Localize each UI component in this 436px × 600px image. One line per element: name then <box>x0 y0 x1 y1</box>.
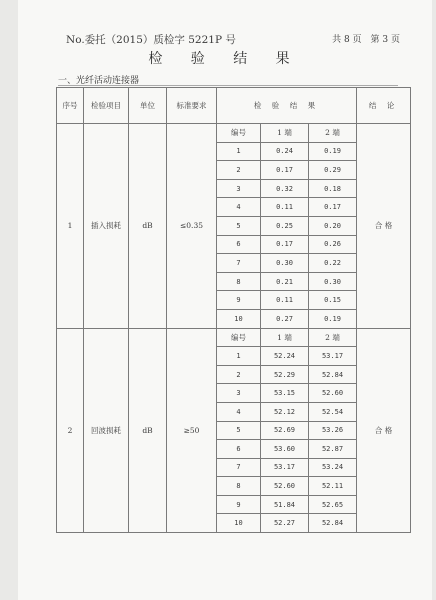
requirement-cell: ≥50 <box>167 328 217 533</box>
subheader-number: 编号 <box>217 328 261 347</box>
results-table <box>56 87 411 533</box>
row-number-cell: 1 <box>217 142 261 161</box>
requirement-cell: ≤0.35 <box>167 124 217 329</box>
end2-value-cell: 0.30 <box>309 272 357 291</box>
end2-value-cell: 52.84 <box>309 514 357 533</box>
end1-value-cell: 53.15 <box>261 384 309 403</box>
results-table-body <box>57 88 411 533</box>
row-number-cell: 5 <box>217 216 261 235</box>
end1-value-cell: 0.17 <box>261 161 309 180</box>
end1-value-cell: 0.24 <box>261 142 309 161</box>
column-header-results: 检 验 结 果 <box>217 88 357 124</box>
end2-value-cell: 0.29 <box>309 161 357 180</box>
document-number: No.委托（2015）质检字 5221P 号 <box>66 34 236 46</box>
end2-value-cell: 52.87 <box>309 440 357 459</box>
unit-cell: dB <box>129 328 167 533</box>
end1-value-cell: 51.84 <box>261 495 309 514</box>
end1-value-cell: 52.12 <box>261 402 309 421</box>
end1-value-cell: 52.29 <box>261 365 309 384</box>
column-header-unit: 单位 <box>129 88 167 124</box>
end2-value-cell: 52.54 <box>309 402 357 421</box>
end1-value-cell: 0.32 <box>261 179 309 198</box>
end1-value-cell: 0.11 <box>261 291 309 310</box>
row-number-cell: 6 <box>217 235 261 254</box>
end2-value-cell: 0.20 <box>309 216 357 235</box>
end1-value-cell: 0.17 <box>261 235 309 254</box>
section-title: 一、光纤活动连接器 <box>58 76 140 86</box>
end2-value-cell: 0.18 <box>309 179 357 198</box>
row-number-cell: 1 <box>217 347 261 366</box>
row-number-cell: 4 <box>217 402 261 421</box>
end2-value-cell: 0.15 <box>309 291 357 310</box>
conclusion-cell: 合 格 <box>357 124 411 329</box>
row-number-cell: 3 <box>217 179 261 198</box>
end1-value-cell: 0.27 <box>261 309 309 328</box>
end1-value-cell: 52.60 <box>261 477 309 496</box>
end2-value-cell: 0.19 <box>309 309 357 328</box>
end1-value-cell: 53.17 <box>261 458 309 477</box>
end1-value-cell: 0.30 <box>261 254 309 273</box>
row-number-cell: 7 <box>217 458 261 477</box>
row-number-cell: 2 <box>217 365 261 384</box>
document-page <box>18 0 432 600</box>
section-divider <box>58 85 398 86</box>
row-number-cell: 10 <box>217 309 261 328</box>
end2-value-cell: 0.17 <box>309 198 357 217</box>
end1-value-cell: 53.60 <box>261 440 309 459</box>
row-number-cell: 4 <box>217 198 261 217</box>
subheader-end2: 2 端 <box>309 124 357 143</box>
item-cell: 插入损耗 <box>84 124 129 329</box>
subheader-end1: 1 端 <box>261 124 309 143</box>
subheader-end1: 1 端 <box>261 328 309 347</box>
end2-value-cell: 52.84 <box>309 365 357 384</box>
row-number-cell: 8 <box>217 477 261 496</box>
column-header-requirement: 标准要求 <box>167 88 217 124</box>
subheader-row <box>57 328 411 347</box>
end2-value-cell: 53.26 <box>309 421 357 440</box>
end2-value-cell: 52.60 <box>309 384 357 403</box>
row-number-cell: 3 <box>217 384 261 403</box>
end1-value-cell: 52.27 <box>261 514 309 533</box>
column-header-item: 检验项目 <box>84 88 129 124</box>
end1-value-cell: 52.24 <box>261 347 309 366</box>
row-number-cell: 9 <box>217 291 261 310</box>
end2-value-cell: 53.24 <box>309 458 357 477</box>
column-header-conclusion: 结 论 <box>357 88 411 124</box>
row-number-cell: 9 <box>217 495 261 514</box>
subheader-end2: 2 端 <box>309 328 357 347</box>
end1-value-cell: 52.69 <box>261 421 309 440</box>
end2-value-cell: 53.17 <box>309 347 357 366</box>
row-number-cell: 7 <box>217 254 261 273</box>
row-number-cell: 5 <box>217 421 261 440</box>
seq-cell: 2 <box>57 328 84 533</box>
end1-value-cell: 0.25 <box>261 216 309 235</box>
seq-cell: 1 <box>57 124 84 329</box>
end2-value-cell: 0.26 <box>309 235 357 254</box>
row-number-cell: 2 <box>217 161 261 180</box>
page-indicator: 共 8 页 第 3 页 <box>332 35 400 45</box>
end2-value-cell: 0.19 <box>309 142 357 161</box>
unit-cell: dB <box>129 124 167 329</box>
row-number-cell: 10 <box>217 514 261 533</box>
subheader-row <box>57 124 411 143</box>
column-header-seq: 序号 <box>57 88 84 124</box>
conclusion-cell: 合 格 <box>357 328 411 533</box>
row-number-cell: 6 <box>217 440 261 459</box>
end2-value-cell: 52.65 <box>309 495 357 514</box>
end1-value-cell: 0.11 <box>261 198 309 217</box>
item-cell: 回波损耗 <box>84 328 129 533</box>
end2-value-cell: 0.22 <box>309 254 357 273</box>
end2-value-cell: 52.11 <box>309 477 357 496</box>
subheader-number: 编号 <box>217 124 261 143</box>
end1-value-cell: 0.21 <box>261 272 309 291</box>
row-number-cell: 8 <box>217 272 261 291</box>
page-title: 检 验 结 果 <box>148 51 302 67</box>
table-header-row <box>57 88 411 124</box>
